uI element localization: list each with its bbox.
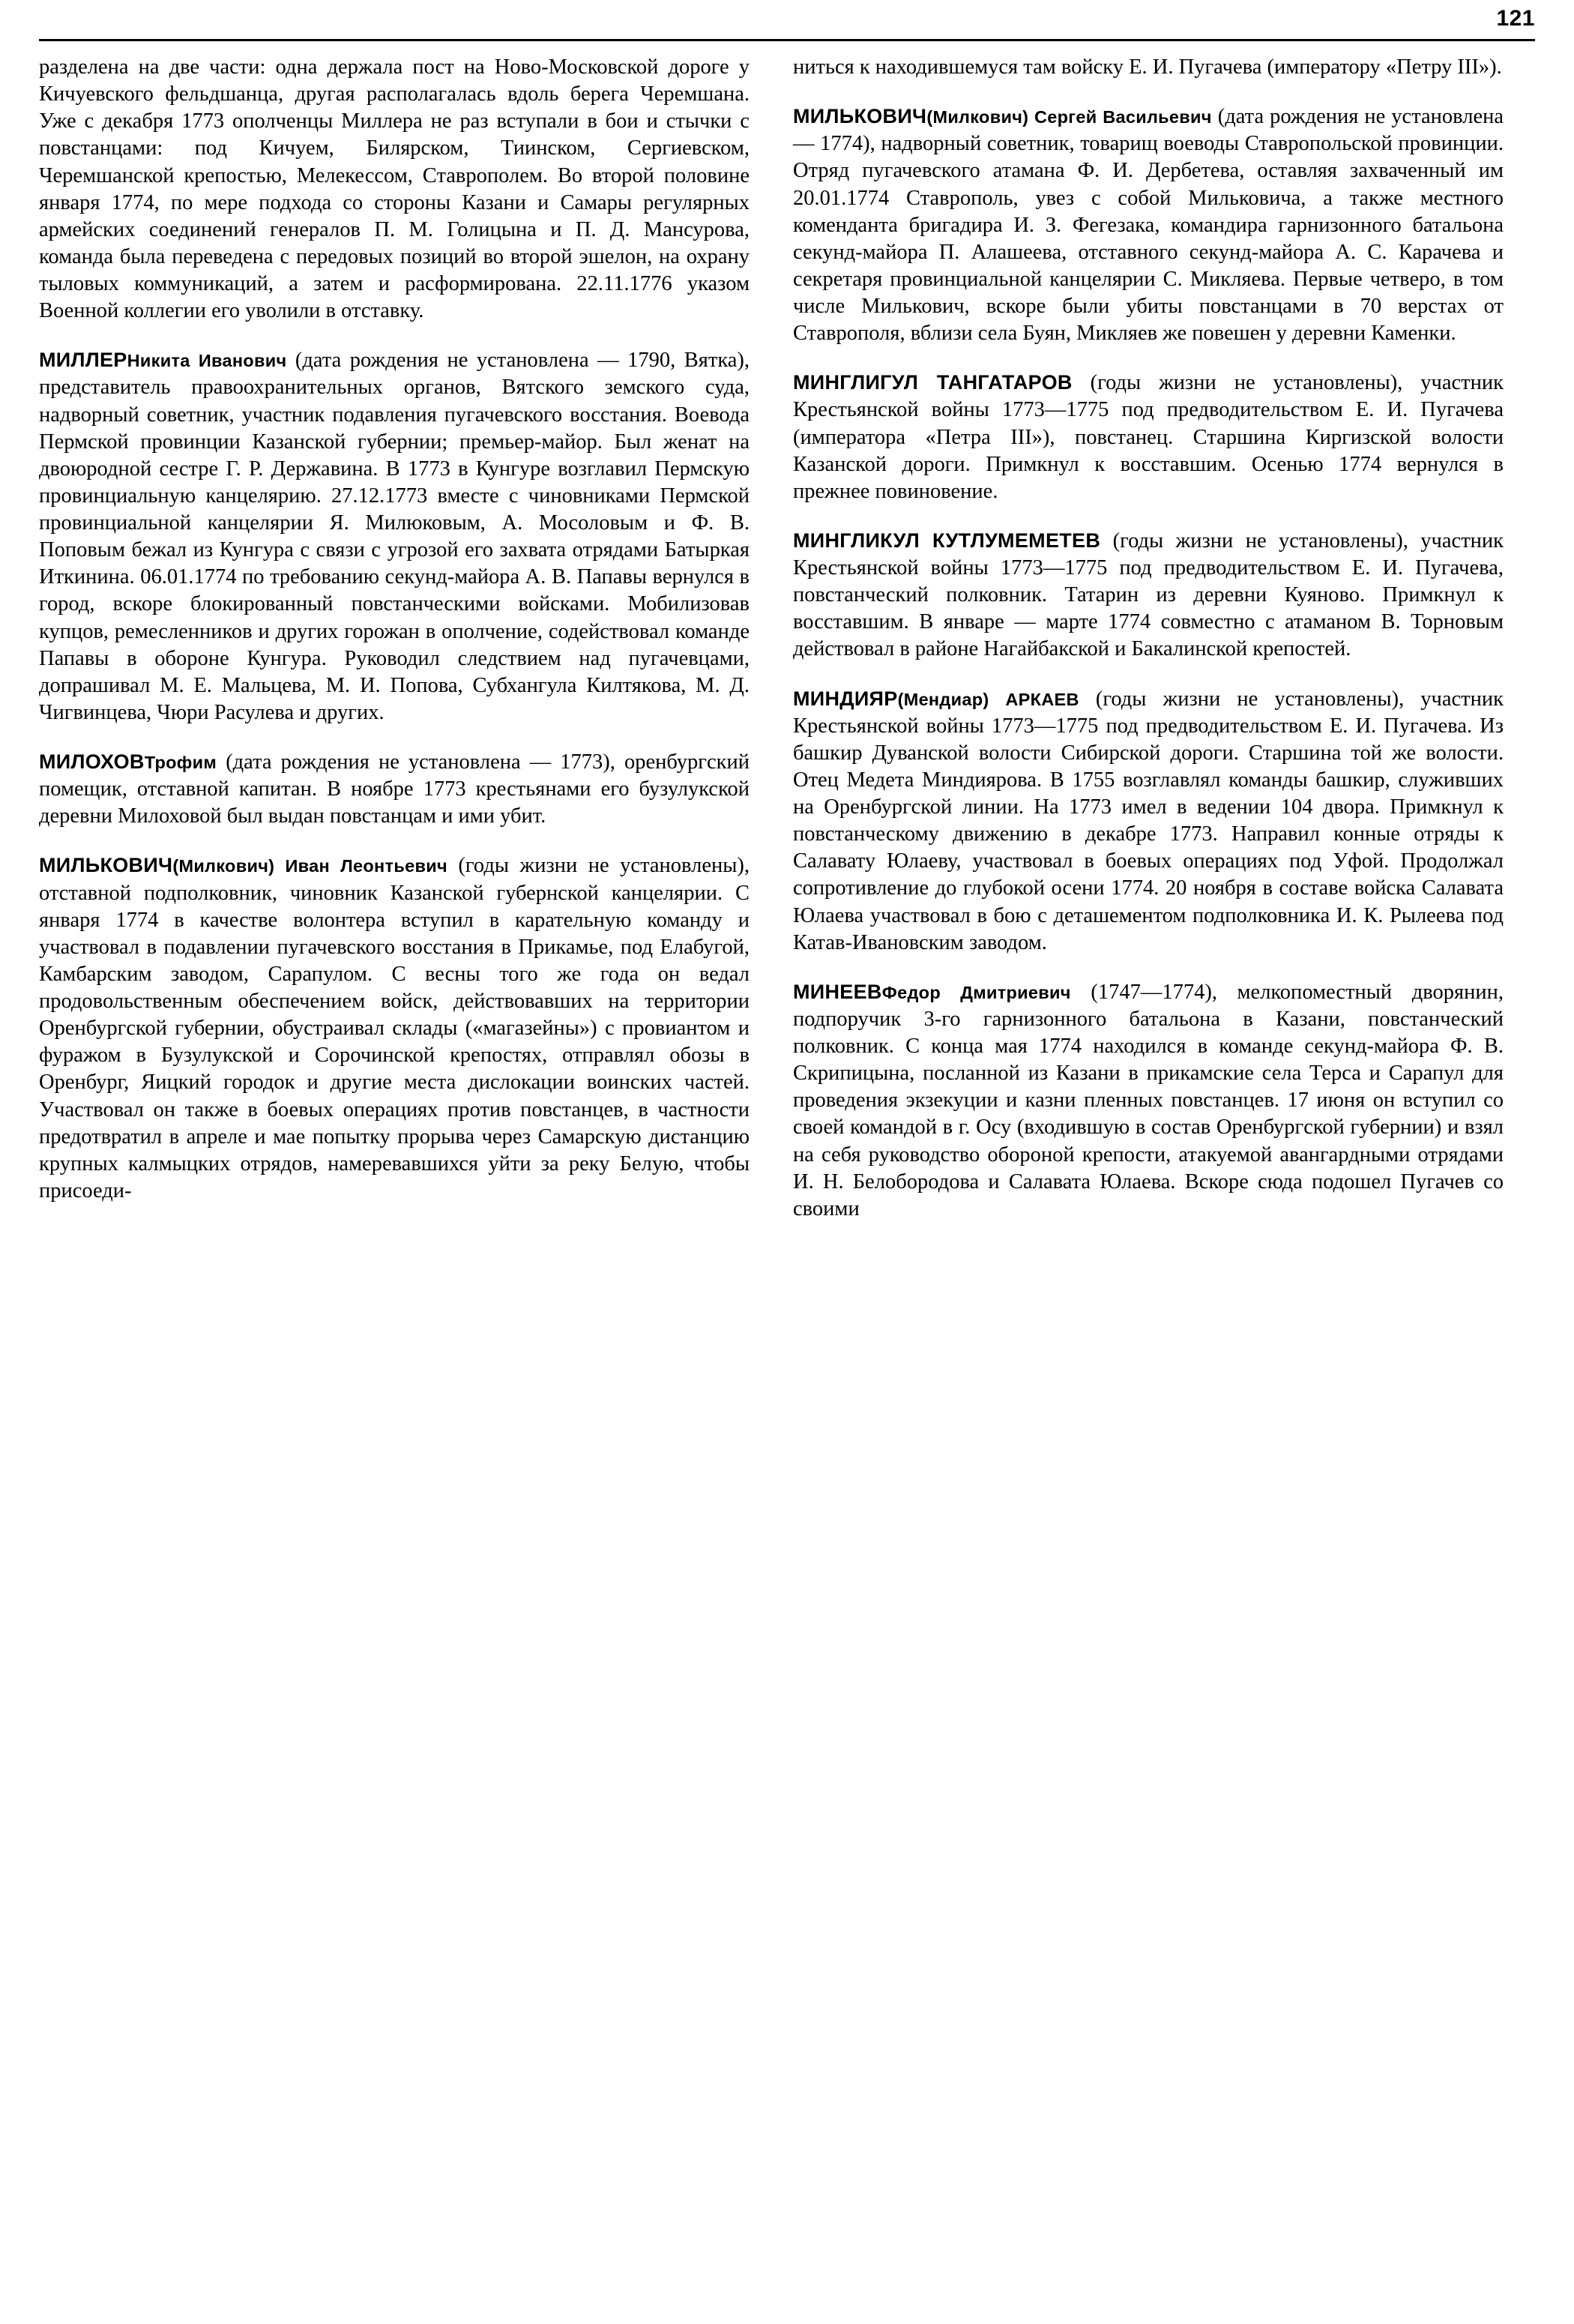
entry-text: (годы жизни не установлены), участник Крестьянской войны 1773—1775 под предводительством Е. И. Пугачева, повстанческий полковник. Татарин из деревни Куяново. Примкнул к восставшим. В январе — марте 1774 совместно с атаманом В. Торновым действовал в районе Нагайбакской и Бакалинской крепостей.	[793, 529, 1504, 661]
entry-headword-secondary: Трофим	[144, 753, 217, 772]
entry-headword-secondary: (Милкович) Иван Леонтьевич	[172, 856, 447, 876]
entry-headword: МИЛЬКОВИЧ	[793, 105, 927, 128]
entry-text: (дата рождения не установлена — 1774), надворный советник, товарищ воеводы Ставропольской провинции. Отряд пугачевского атамана Ф. И. Дербетева, оставляя захваченный им 20.01.1774 Ставрополь, увез с собой Мильковича, а также местного коменданта бригадира И. З. Фегезака, командира гарнизонного батальона секунд-майора П. Алашеева, отставного секунд-майора А. С. Карачева и секретаря провинциальной канцелярии С. Микляева. Первые четверо, в том числе Милькович, вскоре были убиты повстанцами в 70 верстах от Ставрополя, вблизи села Буян, Микляев же повешен у деревни Каменки.	[793, 105, 1504, 346]
dictionary-entry-mingligul	[793, 370, 1504, 505]
entry-text: (дата рождения не установлена — 1773), оренбургский помещик, отставной капитан. В ноябре 1773 крестьянами его бузулукской деревни Милоховой был выдан повстанцам и ими убит.	[39, 750, 750, 828]
entry-headword: МИЛЛЕР	[39, 349, 127, 372]
entry-headword: МИНГЛИКУЛ КУТЛУМЕМЕТЕВ	[793, 529, 1101, 552]
dictionary-entry-mindiyar	[793, 686, 1504, 957]
entry-text: ниться к находившемуся там войску Е. И. Пугачева (императору «Петру III»).	[793, 55, 1502, 79]
entry-headword: МИНДИЯР	[793, 687, 898, 710]
page-header	[0, 0, 1574, 46]
entry-headword-secondary: Федор Дмитриевич	[881, 982, 1071, 1002]
entry-headword-secondary: Никита Иванович	[127, 351, 287, 371]
entry-headword: МИЛЬКОВИЧ	[39, 854, 173, 877]
two-column-body	[39, 54, 1535, 2317]
entry-headword: МИНГЛИГУЛ ТАНГАТАРОВ	[793, 371, 1073, 394]
entry-headword-secondary: (Мендиар) АРКАЕВ	[897, 689, 1079, 709]
entry-text: (дата рождения не установлена — 1790, Вятка), представитель правоохранительных органов, Вятского земского суда, надворный советник, участник подавления пугачевского восстания. Воевода Пермской провинции Казанской губернии; премьер-майор. Был женат на двоюродной сестре Г. Р. Державина. В 1773 в Кунгуре возглавил Пермскую провинциальную канцелярию. 27.12.1773 вместе с чиновниками Пермской провинциальной канцелярии Я. Милюковым, А. Мосоловым и Ф. В. Поповым бежал из Кунгура с связи с угрозой его захвата отрядами Батыркая Иткинина. 06.01.1774 по требованию секунд-майора А. В. Папавы вернулся в город, вскоре блокированный повстанческими войсками. Мобилизовав купцов, ремесленников и других горожан в ополчение, содействовал команде Папавы в обороне Кунгура. Руководил следствием над пугачевцами, допрашивал М. Е. Мальцева, М. И. Попова, Субхангула Килтякова, М. Д. Чигвинцева, Чюри Расулева и других.	[39, 349, 750, 724]
dictionary-entry-milkovich-ivan	[39, 852, 750, 1205]
page-number: 121	[1496, 6, 1535, 31]
entry-headword: МИЛОХОВ	[39, 750, 145, 773]
dictionary-entry-miller	[39, 347, 750, 726]
entry-text: (1747—1774), мелкопоместный дворянин, подпоручик 3-го гарнизонного батальона в Казани, повстанческий полковник. С конца мая 1774 находился в команде секунд-майора Ф. В. Скрипицына, посланной из Казани в прикамские села Терса и Сарапул для проведения экзекуции и казни пленных повстанцев. 17 июня он вступил со своей командой в г. Осу (входившую в состав Оренбургской губернии) и взял на себя руководство обороной крепости, атакуемой авангардными отрядами И. Н. Белобородова и Салавата Юлаева. Вскоре сюда подошел Пугачев со своими	[793, 980, 1504, 1220]
left-column	[39, 54, 750, 2317]
dictionary-entry-minglikul	[793, 528, 1504, 663]
right-column	[793, 54, 1504, 2317]
entry-text: (годы жизни не установлены), участник Крестьянской войны 1773—1775 под предводительством Е. И. Пугачева. Из башкир Дуванской волости Сибирской дороги. Старшина той же волости. Отец Медета Миндиярова. В 1755 возглавлял команды башкир, служивших на Оренбургской линии. На 1773 имел в ведении 104 двора. Примкнул к повстанческому движению в декабре 1773. Направил конные отряды к Салавату Юлаеву, участвовал в боевых операциях под Уфой. Продолжал сопротивление до глубокой осени 1774. 20 ноября в составе войска Салавата Юлаева участвовал в бою с деташементом подполковника И. К. Рылеева под Катав-Ивановским заводом.	[793, 687, 1504, 954]
dictionary-entry-milohov	[39, 749, 750, 830]
entry-text: (годы жизни не установлены), отставной подполковник, чиновник Казанской губернской канцелярии. С января 1774 в качестве волонтера вступил в карательную команду и участвовал в подавлении пугачевского восстания в Прикамье, под Елабугой, Камбарским заводом, Сарапулом. С весны того же года он ведал продовольственным обеспечением войск, действовавших на территории Оренбургской губернии, обустраивал склады («магазейны») с провиантом и фуражом в Бузулукской и Сорочинской крепостях, отправлял обозы в Оренбург, Яицкий городок и другие места дислокации воинских частей. Участвовал он также в боевых операциях против повстанцев, в частности предотвратил в апреле и мае попытку прорыва через Самарскую дистанцию крупных калмыцких отрядов, намеревавшихся уйти за реку Белую, чтобы присоеди-	[39, 854, 750, 1202]
entry-continuation	[793, 54, 1504, 81]
entry-continuation	[39, 54, 750, 325]
entry-text: (годы жизни не установлены), участник Крестьянской войны 1773—1775 под предводительством Е. И. Пугачева (императора «Петра III»), повстанец. Старшина Киргизской волости Казанской дороги. Примкнул к восставшим. Осенью 1774 вернулся в прежнее повиновение.	[793, 371, 1504, 503]
entry-text: разделена на две части: одна держала пост на Ново-Московской дороге у Кичуевского фельдшанца, другая располагалась вдоль берега Черемшана. Уже с декабря 1773 ополченцы Миллера не раз вступали в бои и стычки с повстанцами: под Кичуем, Билярском, Тиинском, Сергиевском, Черемшанской крепостью, Мелекессом, Ставрополем. Во второй половине января 1774, по мере подхода со стороны Казани и Самары регулярных армейских соединений генералов П. М. Голицына и П. Д. Мансурова, команда была переведена с передовых позиций во второй эшелон, на охрану тыловых коммуникаций, а затем и расформирована. 22.11.1776 указом Военной коллегии его уволили в отставку.	[39, 55, 750, 323]
dictionary-entry-mineev	[793, 979, 1504, 1223]
dictionary-entry-milkovich-sergey	[793, 103, 1504, 347]
header-divider	[39, 39, 1535, 41]
entry-headword-secondary: (Милкович) Сергей Васильевич	[926, 107, 1212, 127]
entry-headword: МИНЕЕВ	[793, 980, 882, 1003]
